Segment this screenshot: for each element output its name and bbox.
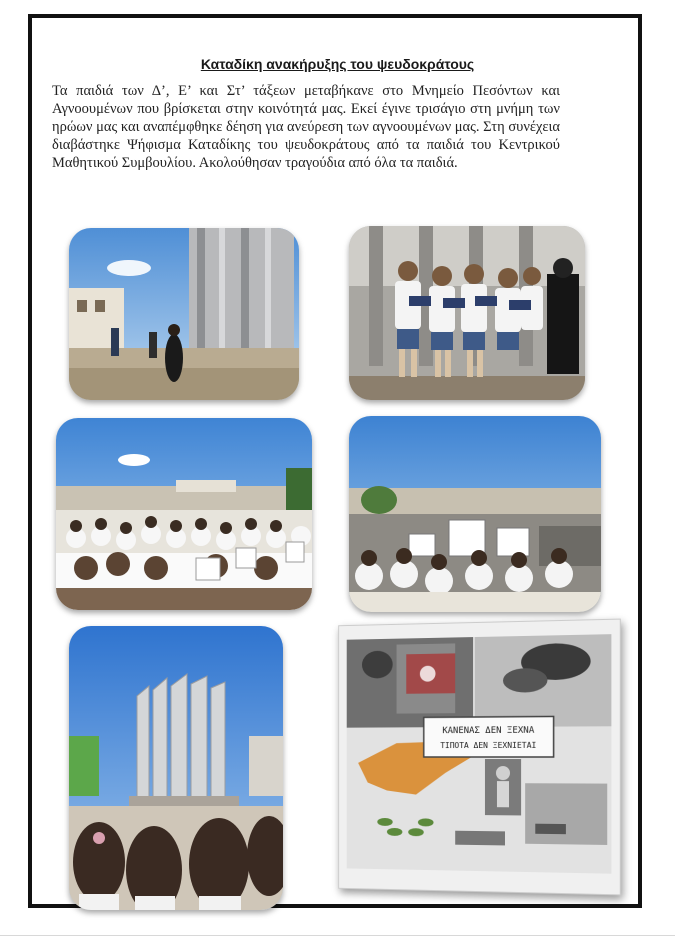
photo-students-crowd — [56, 418, 312, 610]
photo-students-reading — [349, 226, 585, 400]
document-paragraph: Τα παιδιά των Δ’, Ε’ και Στ’ τάξεων μεταβήκανε στο Μνημείο Πεσόντων και Αγνοουμένων που βρίσκεται στην κοινότητά μας. Εκεί έγινε τρισάγιο στη μνήμη των ηρώων μας και αναπέμφθηκε δέηση για ανεύρεση των αγνοουμένων μας. Στη συνέχεια διαβάστηκε Ψήφισμα Καταδίκης του ψευδοκράτους από τα παιδιά του Κεντρικού Μαθητικού Συμβουλίου. Ακολούθησαν τραγούδια από όλα τα παιδιά. — [52, 83, 560, 171]
photo-monument-crowd — [69, 626, 283, 910]
poster-collage — [338, 619, 621, 896]
photo-students-signs — [349, 416, 601, 612]
poster-sign-line1: ΚΑΝΕΝΑΣ ΔΕΝ ΞΕΧΝΑ — [442, 725, 535, 737]
document-title: Καταδίκη ανακήρυξης του ψευδοκράτους — [200, 56, 475, 72]
page-bottom-divider — [0, 935, 675, 936]
photo-monument-priest — [69, 228, 299, 400]
poster-sign-line2: ΤΙΠΟΤΑ ΔΕΝ ΞΕΧΝΙΕΤΑΙ — [440, 740, 537, 751]
